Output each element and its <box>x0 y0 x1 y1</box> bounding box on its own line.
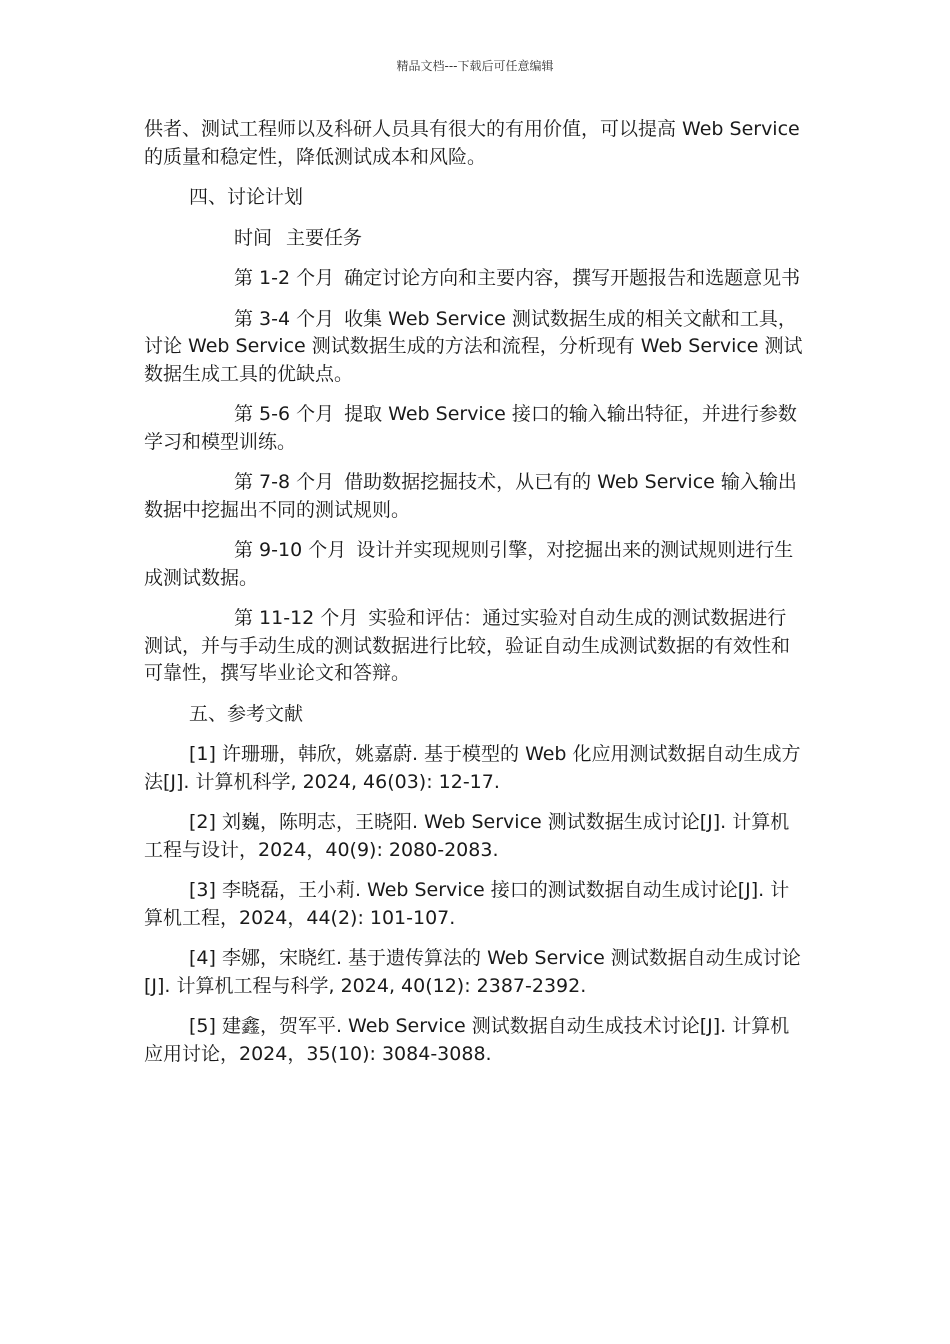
plan-row <box>144 469 804 524</box>
intro-paragraph: 供者、测试工程师以及科研人员具有很大的有用价值，可以提高 Web Service 的质量和稳定性，降低测试成本和风险。 <box>144 118 800 168</box>
plan-col-time: 时间 <box>234 226 273 249</box>
page-header-note: 精品文档---下载后可任意编辑 <box>396 59 554 73</box>
plan-row <box>144 306 804 389</box>
plan-row-task: 确定讨论方向和主要内容，撰写开题报告和选题意见书 <box>344 267 801 289</box>
reference-item: [4] 李娜，宋晓红. 基于遗传算法的 Web Service 测试数据自动生成讨论[J]. 计算机工程与科学, 2024, 40(12): 2387-2392. <box>144 947 801 997</box>
plan-heading: 四、讨论计划 <box>189 186 304 208</box>
plan-row-period: 第 11-12 个月 <box>234 607 359 629</box>
plan-row <box>144 605 804 688</box>
plan-row-task: 收集 Web Service 测试数据生成的相关文献和工具，讨论 Web Service 测试数据生成的方法和流程，分析现有 Web Service 测试数据生成工具的优缺点。 <box>144 307 803 385</box>
plan-row-task: 提取 Web Service 接口的输入输出特征，并进行参数学习和模型训练。 <box>144 403 797 453</box>
plan-row <box>144 265 804 293</box>
plan-row-task: 借助数据挖掘技术，从已有的 Web Service 输入输出数据中挖掘出不同的测试规则。 <box>144 471 797 521</box>
plan-col-task: 主要任务 <box>286 226 363 249</box>
reference-item: [3] 李晓磊，王小莉. Web Service 接口的测试数据自动生成讨论[J]. 计算机工程，2024，44(2): 101-107. <box>144 879 790 929</box>
references-heading: 五、参考文献 <box>189 702 304 725</box>
plan-row-period: 第 9-10 个月 <box>234 539 347 561</box>
reference-item: [1] 许珊珊，韩欣，姚嘉蔚. 基于模型的 Web 化应用测试数据自动生成方法[J]. 计算机科学, 2024, 46(03): 12-17. <box>144 743 801 793</box>
reference-item: [2] 刘巍，陈明志，王晓阳. Web Service 测试数据生成讨论[J]. 计算机工程与设计，2024，40(9): 2080-2083. <box>144 811 790 861</box>
plan-row-period: 第 1-2 个月 <box>234 267 335 289</box>
plan-row-task: 实验和评估：通过实验对自动生成的测试数据进行测试，并与手动生成的测试数据进行比较，验证自动生成测试数据的有效性和可靠性，撰写毕业论文和答辩。 <box>144 607 791 684</box>
document-body <box>144 116 804 1081</box>
plan-table-header <box>144 225 804 253</box>
plan-row-period: 第 5-6 个月 <box>234 403 335 425</box>
plan-row-period: 第 7-8 个月 <box>234 471 335 493</box>
reference-item: [5] 建鑫，贺军平. Web Service 测试数据自动生成技术讨论[J]. 计算机应用讨论，2024，35(10): 3084-3088. <box>144 1015 790 1065</box>
plan-row <box>144 401 804 456</box>
plan-row <box>144 537 804 592</box>
plan-row-task: 设计并实现规则引擎，对挖掘出来的测试规则进行生成测试数据。 <box>144 539 794 589</box>
plan-row-period: 第 3-4 个月 <box>234 307 335 330</box>
